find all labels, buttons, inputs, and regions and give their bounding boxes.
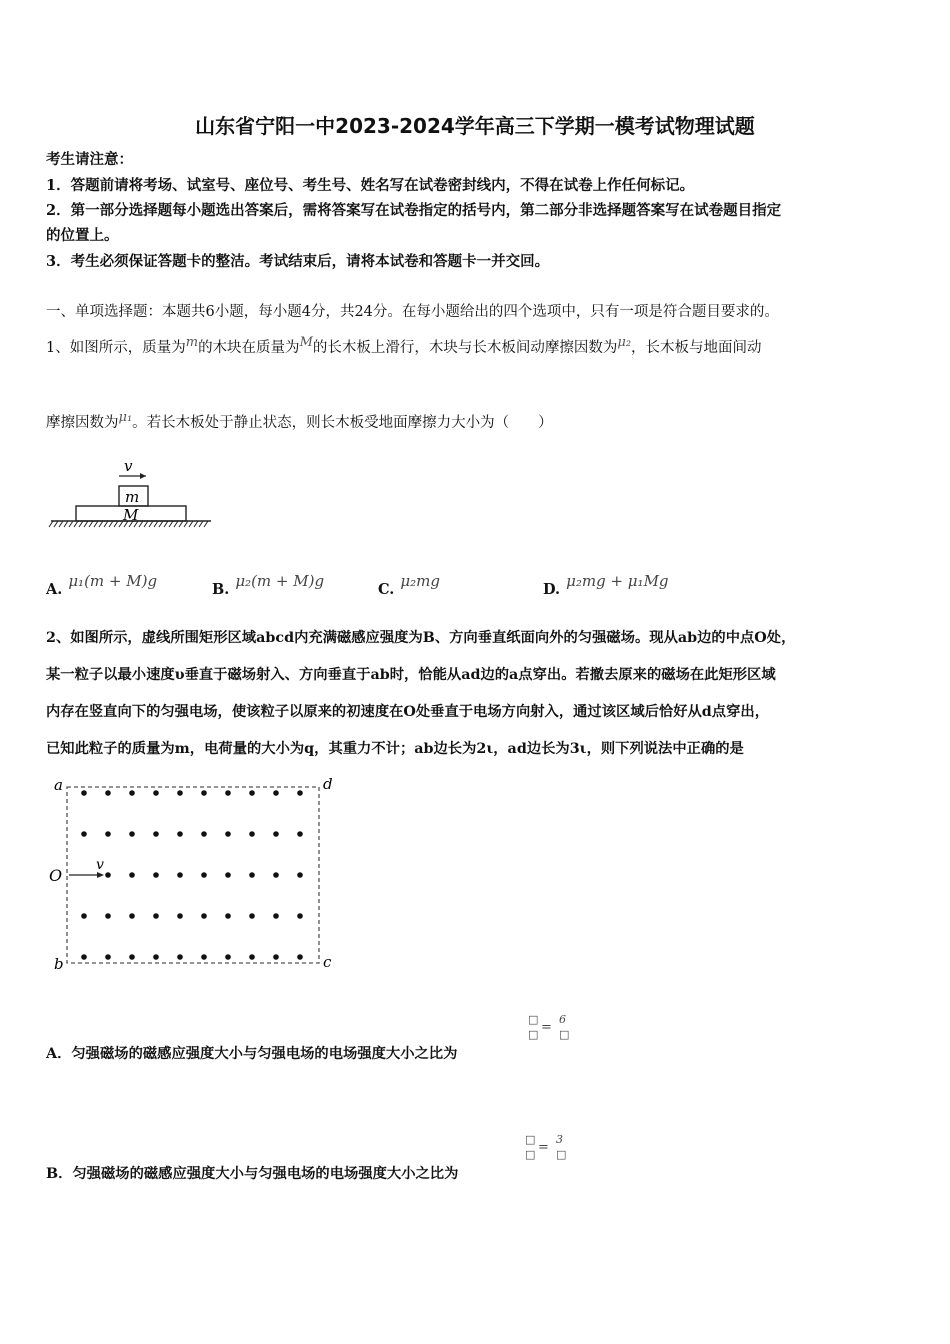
hatch-line [94,521,98,527]
q2-line: 内存在竖直向下的匀强电场，使该粒子以原来的初速度在O处垂直于电场方向射入，通过该区域后恰好从d点穿出， [46,704,769,720]
frac-lhs-num: □ [525,1133,536,1146]
field-dot [225,872,231,878]
q1-text: 1、如图所示，质量为 [46,340,186,356]
q1-option-c[interactable] [378,572,440,598]
field-dot [153,913,159,919]
corner-d-label: d [323,775,333,793]
hatch-line [79,521,83,527]
hatch-line [189,521,193,527]
hatch-line [69,521,73,527]
frac-eq: = [538,1140,549,1155]
q2-option-b-formula [523,1133,569,1165]
field-dot [153,831,159,837]
q1-text: 摩擦因数为 [46,415,119,431]
field-dot [273,790,279,796]
hatch-line [149,521,153,527]
field-dot [201,831,207,837]
hatch-line [199,521,203,527]
hatch-line [164,521,168,527]
symbol-M: M [299,335,313,350]
corner-b-label: b [54,955,64,973]
option-label: D. [543,581,561,598]
field-dot [297,872,303,878]
frac-rhs-den: □ [559,1028,570,1041]
q2-option-b[interactable]: B．匀强磁场的磁感应强度大小与匀强电场的电场强度大小之比为 [46,1166,459,1182]
field-dot [201,872,207,878]
field-dot [129,790,135,796]
q2-line: 2、如图所示，虚线所围矩形区域abcd内充满磁感应强度为B、方向垂直纸面向外的匀强磁场。现从ab边的中点O处， [46,630,796,646]
block-m-label: m [125,488,140,506]
field-dot [177,831,183,837]
q2-option-a-formula [526,1013,572,1045]
velocity-label: v [124,457,133,475]
option-expr: μ₁(m + M)g [68,572,158,590]
hatch-line [74,521,78,527]
field-dot [81,790,87,796]
option-expr: μ₂mg [400,572,440,590]
field-dot [129,954,135,960]
hatch-line [104,521,108,527]
notice-item: 的位置上。 [46,227,119,244]
field-dot [177,954,183,960]
field-dot [129,831,135,837]
frac-eq: = [541,1020,552,1035]
hatch-line [174,521,178,527]
option-expr: μ₂(m + M)g [235,572,325,590]
field-dot [105,954,111,960]
field-dot [273,872,279,878]
hatch-line [184,521,188,527]
frac-lhs-num: □ [528,1013,539,1026]
field-dot [177,913,183,919]
hatch-line [89,521,93,527]
field-dot [129,913,135,919]
option-expr: μ₂mg + μ₁Mg [566,572,669,590]
frac-lhs-den: □ [525,1148,536,1161]
q1-text: 。若长木板处于静止状态，则长木板受地面摩擦力大小为（ ） [132,415,553,431]
hatch-line [204,521,208,527]
frac-rhs-num: 3 [556,1133,563,1146]
field-dot [225,913,231,919]
symbol-mu1: μ₁ [118,410,133,425]
symbol-m: m [185,335,199,350]
hatch-line [194,521,198,527]
hatch-line [119,521,123,527]
field-dot [297,831,303,837]
hatch-line [154,521,158,527]
q1-line1 [46,335,762,359]
hatch-line [109,521,113,527]
option-label: A. [46,581,63,598]
hatch-line [159,521,163,527]
q2-option-a[interactable]: A．匀强磁场的磁感应强度大小与匀强电场的电场强度大小之比为 [46,1046,458,1062]
field-dot [273,954,279,960]
field-dot [105,913,111,919]
field-dot [249,831,255,837]
hatch-line [59,521,63,527]
q1-text: 的木块在质量为 [198,340,300,356]
field-dot [81,831,87,837]
field-dot [297,954,303,960]
notice-item: 3．考生必须保证答题卡的整洁。考试结束后，请将本试卷和答题卡一并交回。 [46,253,550,270]
field-dot [177,790,183,796]
hatch-line [64,521,68,527]
q1-option-d[interactable] [543,572,669,598]
notice-item: 1．答题前请将考场、试室号、座位号、考生号、姓名写在试卷密封线内，不得在试卷上作任何标记。 [46,177,695,194]
field-dot [105,872,111,878]
field-dot [273,913,279,919]
field-dot [249,790,255,796]
option-label: B. [212,581,230,598]
field-dot [81,954,87,960]
field-dot [201,954,207,960]
frac-rhs-num: 6 [559,1013,566,1026]
magnetic-field-dots [81,790,303,960]
notice-item: 2．第一部分选择题每小题选出答案后，需将答案写在试卷指定的括号内，第二部分非选择题答案写在试卷题目指定 [46,202,782,219]
q1-option-a[interactable] [46,572,158,598]
hatch-line [169,521,173,527]
field-dot [225,790,231,796]
corner-a-label: a [54,776,63,794]
q2-line: 已知此粒子的质量为m，电荷量的大小为q，其重力不计；ab边长为2ι，ad边长为3ι，则下列说法中正确的是 [46,741,744,757]
q2-figure [44,775,344,975]
hatch-line [84,521,88,527]
field-dot [201,913,207,919]
field-dot [249,913,255,919]
field-dot [273,831,279,837]
hatch-line [144,521,148,527]
point-O-label: O [49,866,63,885]
field-dot [153,872,159,878]
field-dot [225,831,231,837]
field-dot [105,790,111,796]
field-dot [297,790,303,796]
field-dot [177,872,183,878]
hatch-line [114,521,118,527]
field-dot [81,913,87,919]
field-dot [105,831,111,837]
field-dot [249,872,255,878]
field-dot [129,872,135,878]
hatch-line [139,521,143,527]
board-M-label: M [123,506,139,524]
page-title: 山东省宁阳一中2023-2024学年高三下学期一模考试物理试题 [195,114,755,138]
corner-c-label: c [323,953,332,971]
field-dot [297,913,303,919]
frac-lhs-den: □ [528,1028,539,1041]
velocity-label: v [96,857,104,873]
frac-rhs-den: □ [556,1148,567,1161]
q1-text: 的长木板上滑行，木块与长木板间动摩擦因数为 [312,340,618,356]
field-region [67,787,319,963]
section-heading: 一、单项选择题：本题共6小题，每小题4分，共24分。在每小题给出的四个选项中，只有一项是符合题目要求的。 [46,304,779,320]
field-dot [249,954,255,960]
hatch-line [49,521,53,527]
option-label: C. [378,581,395,598]
hatch-line [54,521,58,527]
field-dot [201,790,207,796]
q1-figure [46,455,221,535]
q1-line2 [46,410,553,434]
notice-heading: 考生请注意： [46,151,133,168]
field-dot [225,954,231,960]
q1-option-b[interactable] [212,572,325,598]
field-dot [153,954,159,960]
q1-text: ，长木板与地面间动 [631,340,762,356]
hatch-line [99,521,103,527]
hatch-line [179,521,183,527]
field-dot [153,790,159,796]
symbol-mu2: μ₂ [617,335,632,350]
q2-line: 某一粒子以最小速度υ垂直于磁场射入、方向垂直于ab时，恰能从ad边的a点穿出。若撤去原来的磁场在此矩形区域 [46,667,776,683]
arrow-head-icon [140,473,146,479]
